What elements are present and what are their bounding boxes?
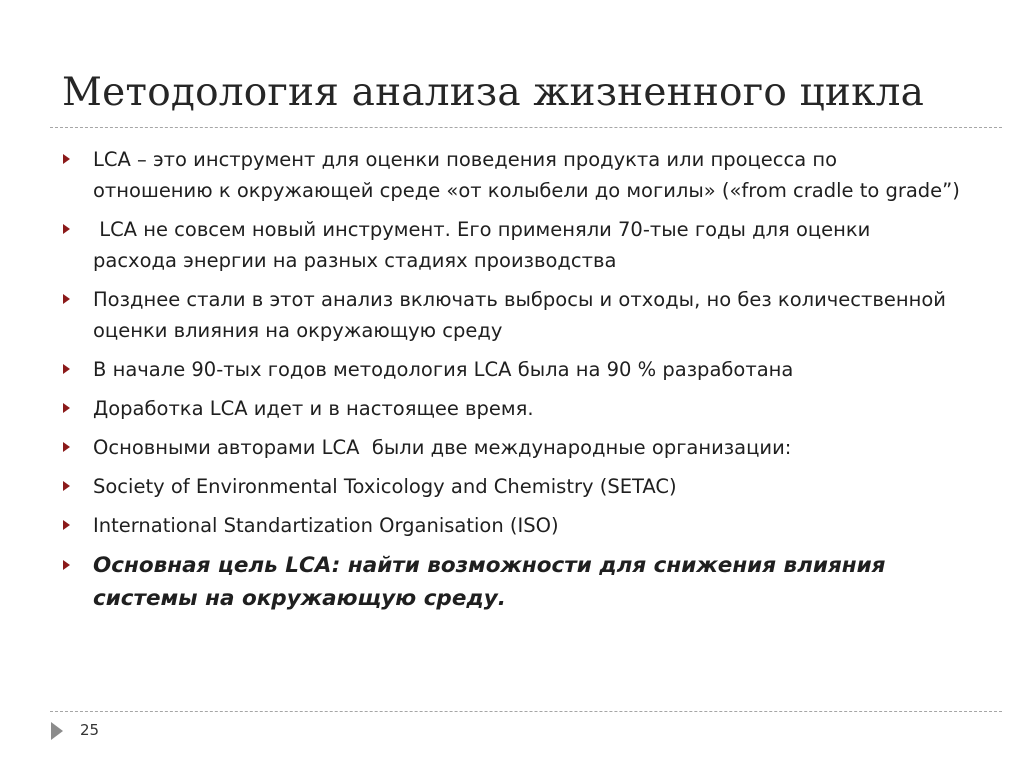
triangle-bullet-icon: [63, 481, 70, 491]
bullet-item-setac: [60, 471, 960, 502]
triangle-bullet-icon: [63, 520, 70, 530]
bullet-text: LCA – это инструмент для оценки поведения продукта или процесса по отношению к окружающей среде «от колыбели до могилы» («from cradle to grade”): [93, 148, 960, 202]
bullet-text: LCA не совсем новый инструмент. Его применяли 70-тые годы для оценки расхода энергии на разных стадиях производства: [93, 218, 877, 272]
bullet-item-90s: [60, 354, 960, 385]
footer-arrow-icon: [51, 722, 63, 740]
bullet-text: International Standartization Organisation (ISO): [93, 514, 559, 537]
title-divider: [50, 127, 1002, 128]
page-number: 25: [80, 721, 100, 739]
bullet-text: В начале 90-тых годов методология LCA была на 90 % разработана: [93, 358, 794, 381]
triangle-bullet-icon: [63, 442, 70, 452]
footer-divider: [50, 711, 1002, 712]
bullet-text: Основными авторами LCA были две международные организации:: [93, 436, 792, 459]
triangle-bullet-icon: [63, 294, 70, 304]
triangle-bullet-icon: [63, 154, 70, 164]
triangle-bullet-icon: [63, 224, 70, 234]
bullet-item-emissions: [60, 284, 960, 346]
bullet-item-authors: [60, 432, 960, 463]
bullet-text: Позднее стали в этот анализ включать выбросы и отходы, но без количественной оценки влияния на окружающую среду: [93, 288, 946, 342]
slide-title: Методология анализа жизненного цикла: [62, 70, 925, 115]
bullet-text: Society of Environmental Toxicology and Chemistry (SETAC): [93, 475, 677, 498]
emphasis-text: Основная цель LCA: найти возможности для снижения влияния системы на окружающую среду.: [93, 553, 886, 611]
bullet-list: [60, 144, 960, 623]
bullet-item-lca-history: [60, 214, 960, 276]
bullet-item-iso: [60, 510, 960, 541]
bullet-item-ongoing: [60, 393, 960, 424]
triangle-bullet-icon: [63, 403, 70, 413]
bullet-item-main-goal: [60, 549, 960, 615]
bullet-item-lca-definition: [60, 144, 960, 206]
triangle-bullet-icon: [63, 364, 70, 374]
bullet-text: Доработка LCA идет и в настоящее время.: [93, 397, 534, 420]
triangle-bullet-icon: [63, 560, 70, 570]
